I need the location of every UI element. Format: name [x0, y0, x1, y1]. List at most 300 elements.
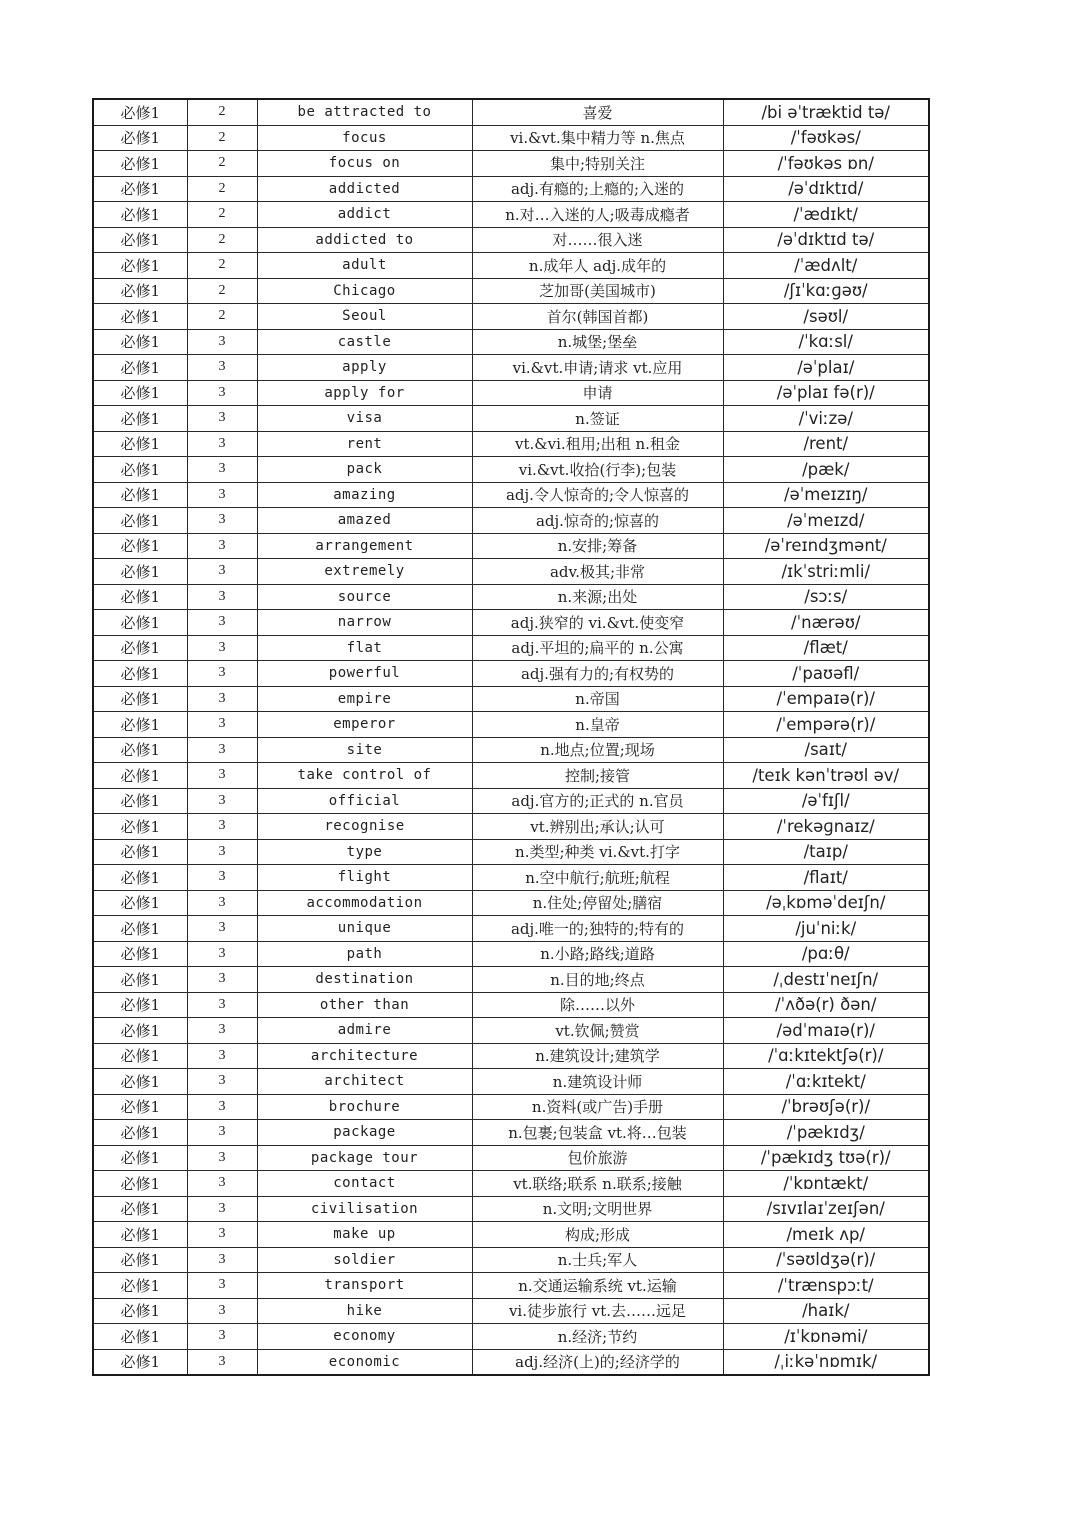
- unit-cell: 3: [187, 737, 257, 763]
- unit-cell: 3: [187, 457, 257, 483]
- table-row: [93, 482, 929, 508]
- word-cell: pack: [257, 457, 472, 483]
- book-cell: 必修1: [93, 992, 187, 1018]
- unit-cell: 3: [187, 508, 257, 534]
- phonetic-cell: /ɪˈkɒnəmi/: [723, 1324, 929, 1350]
- unit-cell: 3: [187, 763, 257, 789]
- unit-cell: 3: [187, 865, 257, 891]
- table-row: [93, 1349, 929, 1375]
- word-cell: narrow: [257, 610, 472, 636]
- unit-cell: 3: [187, 1094, 257, 1120]
- meaning-cell: 首尔(韩国首都): [472, 304, 723, 330]
- table-row: [93, 278, 929, 304]
- phonetic-cell: /səʊl/: [723, 304, 929, 330]
- book-cell: 必修1: [93, 865, 187, 891]
- word-cell: unique: [257, 916, 472, 942]
- word-cell: site: [257, 737, 472, 763]
- book-cell: 必修1: [93, 457, 187, 483]
- word-cell: brochure: [257, 1094, 472, 1120]
- book-cell: 必修1: [93, 1273, 187, 1299]
- phonetic-cell: /teɪk kənˈtrəʊl əv/: [723, 763, 929, 789]
- meaning-cell: n.空中航行;航班;航程: [472, 865, 723, 891]
- word-cell: package tour: [257, 1145, 472, 1171]
- meaning-cell: 控制;接管: [472, 763, 723, 789]
- phonetic-cell: /pæk/: [723, 457, 929, 483]
- table-row: [93, 1043, 929, 1069]
- unit-cell: 3: [187, 686, 257, 712]
- book-cell: 必修1: [93, 890, 187, 916]
- table-row: [93, 610, 929, 636]
- table-row: [93, 661, 929, 687]
- word-cell: apply: [257, 355, 472, 381]
- phonetic-cell: /ˈʌðə(r) ðən/: [723, 992, 929, 1018]
- table-row: [93, 1069, 929, 1095]
- phonetic-cell: /ˈempərə(r)/: [723, 712, 929, 738]
- book-cell: 必修1: [93, 329, 187, 355]
- meaning-cell: vt.&vi.租用;出租 n.租金: [472, 431, 723, 457]
- meaning-cell: n.士兵;军人: [472, 1247, 723, 1273]
- unit-cell: 3: [187, 788, 257, 814]
- phonetic-cell: /taɪp/: [723, 839, 929, 865]
- phonetic-cell: /ˈɑːkɪtekt/: [723, 1069, 929, 1095]
- unit-cell: 2: [187, 227, 257, 253]
- word-cell: transport: [257, 1273, 472, 1299]
- meaning-cell: n.建筑设计师: [472, 1069, 723, 1095]
- table-row: [93, 202, 929, 228]
- meaning-cell: n.对…入迷的人;吸毒成瘾者: [472, 202, 723, 228]
- unit-cell: 3: [187, 1069, 257, 1095]
- unit-cell: 3: [187, 380, 257, 406]
- table-row: [93, 329, 929, 355]
- phonetic-cell: /ˈviːzə/: [723, 406, 929, 432]
- phonetic-cell: /ˈɑːkɪtektʃə(r)/: [723, 1043, 929, 1069]
- book-cell: 必修1: [93, 839, 187, 865]
- unit-cell: 2: [187, 125, 257, 151]
- table-row: [93, 839, 929, 865]
- unit-cell: 3: [187, 355, 257, 381]
- unit-cell: 3: [187, 1349, 257, 1375]
- word-cell: path: [257, 941, 472, 967]
- table-row: [93, 431, 929, 457]
- table-row: [93, 737, 929, 763]
- word-cell: Chicago: [257, 278, 472, 304]
- table-row: [93, 253, 929, 279]
- phonetic-cell: /ˌdestɪˈneɪʃn/: [723, 967, 929, 993]
- word-cell: flat: [257, 635, 472, 661]
- word-cell: accommodation: [257, 890, 472, 916]
- meaning-cell: adj.惊奇的;惊喜的: [472, 508, 723, 534]
- unit-cell: 3: [187, 1222, 257, 1248]
- phonetic-cell: /ˈædʌlt/: [723, 253, 929, 279]
- book-cell: 必修1: [93, 559, 187, 585]
- book-cell: 必修1: [93, 712, 187, 738]
- phonetic-cell: /ɪkˈstriːmli/: [723, 559, 929, 585]
- phonetic-cell: /flæt/: [723, 635, 929, 661]
- phonetic-cell: /bi əˈtræktid tə/: [723, 99, 929, 125]
- word-cell: soldier: [257, 1247, 472, 1273]
- vocabulary-table-body: [93, 99, 929, 1375]
- word-cell: amazed: [257, 508, 472, 534]
- unit-cell: 3: [187, 992, 257, 1018]
- word-cell: flight: [257, 865, 472, 891]
- table-row: [93, 1247, 929, 1273]
- book-cell: 必修1: [93, 431, 187, 457]
- word-cell: recognise: [257, 814, 472, 840]
- table-row: [93, 406, 929, 432]
- word-cell: be attracted to: [257, 99, 472, 125]
- meaning-cell: adj.唯一的;独特的;特有的: [472, 916, 723, 942]
- unit-cell: 3: [187, 329, 257, 355]
- book-cell: 必修1: [93, 1196, 187, 1222]
- table-row: [93, 176, 929, 202]
- phonetic-cell: /juˈniːk/: [723, 916, 929, 942]
- phonetic-cell: /ˈempaɪə(r)/: [723, 686, 929, 712]
- word-cell: contact: [257, 1171, 472, 1197]
- table-row: [93, 1171, 929, 1197]
- book-cell: 必修1: [93, 814, 187, 840]
- phonetic-cell: /ədˈmaɪə(r)/: [723, 1018, 929, 1044]
- table-row: [93, 1273, 929, 1299]
- table-row: [93, 380, 929, 406]
- table-row: [93, 1298, 929, 1324]
- book-cell: 必修1: [93, 1222, 187, 1248]
- unit-cell: 3: [187, 1273, 257, 1299]
- unit-cell: 3: [187, 1298, 257, 1324]
- phonetic-cell: /əˈdɪktɪd/: [723, 176, 929, 202]
- meaning-cell: n.城堡;堡垒: [472, 329, 723, 355]
- table-row: [93, 1145, 929, 1171]
- table-row: [93, 99, 929, 125]
- table-row: [93, 584, 929, 610]
- book-cell: 必修1: [93, 380, 187, 406]
- table-row: [93, 763, 929, 789]
- word-cell: rent: [257, 431, 472, 457]
- meaning-cell: n.目的地;终点: [472, 967, 723, 993]
- phonetic-cell: /əˌkɒməˈdeɪʃn/: [723, 890, 929, 916]
- word-cell: admire: [257, 1018, 472, 1044]
- meaning-cell: n.资料(或广告)手册: [472, 1094, 723, 1120]
- phonetic-cell: /ˈpækɪdʒ/: [723, 1120, 929, 1146]
- phonetic-cell: /əˈfɪʃl/: [723, 788, 929, 814]
- book-cell: 必修1: [93, 304, 187, 330]
- book-cell: 必修1: [93, 1171, 187, 1197]
- table-row: [93, 533, 929, 559]
- book-cell: 必修1: [93, 406, 187, 432]
- meaning-cell: n.来源;出处: [472, 584, 723, 610]
- table-row: [93, 227, 929, 253]
- table-row: [93, 304, 929, 330]
- word-cell: extremely: [257, 559, 472, 585]
- word-cell: destination: [257, 967, 472, 993]
- unit-cell: 3: [187, 431, 257, 457]
- phonetic-cell: /əˈplaɪ fə(r)/: [723, 380, 929, 406]
- unit-cell: 3: [187, 814, 257, 840]
- word-cell: focus: [257, 125, 472, 151]
- unit-cell: 3: [187, 941, 257, 967]
- table-row: [93, 814, 929, 840]
- book-cell: 必修1: [93, 1120, 187, 1146]
- unit-cell: 3: [187, 916, 257, 942]
- book-cell: 必修1: [93, 1094, 187, 1120]
- word-cell: take control of: [257, 763, 472, 789]
- table-row: [93, 125, 929, 151]
- unit-cell: 2: [187, 202, 257, 228]
- book-cell: 必修1: [93, 533, 187, 559]
- word-cell: addicted: [257, 176, 472, 202]
- meaning-cell: adj.令人惊奇的;令人惊喜的: [472, 482, 723, 508]
- meaning-cell: vi.&vt.申请;请求 vt.应用: [472, 355, 723, 381]
- unit-cell: 3: [187, 661, 257, 687]
- vocabulary-table: [92, 98, 930, 1376]
- word-cell: hike: [257, 1298, 472, 1324]
- unit-cell: 3: [187, 1324, 257, 1350]
- book-cell: 必修1: [93, 355, 187, 381]
- unit-cell: 2: [187, 278, 257, 304]
- word-cell: civilisation: [257, 1196, 472, 1222]
- unit-cell: 3: [187, 559, 257, 585]
- book-cell: 必修1: [93, 1043, 187, 1069]
- phonetic-cell: /əˈmeɪzd/: [723, 508, 929, 534]
- unit-cell: 3: [187, 533, 257, 559]
- unit-cell: 3: [187, 1043, 257, 1069]
- word-cell: other than: [257, 992, 472, 1018]
- book-cell: 必修1: [93, 482, 187, 508]
- meaning-cell: n.住处;停留处;膳宿: [472, 890, 723, 916]
- meaning-cell: adj.经济(上)的;经济学的: [472, 1349, 723, 1375]
- unit-cell: 3: [187, 1171, 257, 1197]
- phonetic-cell: /ˈædɪkt/: [723, 202, 929, 228]
- unit-cell: 3: [187, 1145, 257, 1171]
- book-cell: 必修1: [93, 635, 187, 661]
- book-cell: 必修1: [93, 227, 187, 253]
- table-row: [93, 712, 929, 738]
- word-cell: adult: [257, 253, 472, 279]
- table-row: [93, 1094, 929, 1120]
- phonetic-cell: /flaɪt/: [723, 865, 929, 891]
- book-cell: 必修1: [93, 941, 187, 967]
- unit-cell: 3: [187, 1018, 257, 1044]
- unit-cell: 3: [187, 712, 257, 738]
- table-row: [93, 916, 929, 942]
- book-cell: 必修1: [93, 1349, 187, 1375]
- word-cell: architect: [257, 1069, 472, 1095]
- word-cell: source: [257, 584, 472, 610]
- phonetic-cell: /ʃɪˈkɑːɡəʊ/: [723, 278, 929, 304]
- phonetic-cell: /əˈdɪktɪd tə/: [723, 227, 929, 253]
- meaning-cell: 集中;特别关注: [472, 151, 723, 177]
- phonetic-cell: /ˈkɒntækt/: [723, 1171, 929, 1197]
- meaning-cell: 构成;形成: [472, 1222, 723, 1248]
- book-cell: 必修1: [93, 788, 187, 814]
- meaning-cell: vt.联络;联系 n.联系;接触: [472, 1171, 723, 1197]
- table-row: [93, 457, 929, 483]
- phonetic-cell: /saɪt/: [723, 737, 929, 763]
- book-cell: 必修1: [93, 151, 187, 177]
- word-cell: arrangement: [257, 533, 472, 559]
- word-cell: empire: [257, 686, 472, 712]
- meaning-cell: 芝加哥(美国城市): [472, 278, 723, 304]
- meaning-cell: vt.辨别出;承认;认可: [472, 814, 723, 840]
- meaning-cell: vi.&vt.收拾(行李);包装: [472, 457, 723, 483]
- unit-cell: 2: [187, 304, 257, 330]
- book-cell: 必修1: [93, 202, 187, 228]
- phonetic-cell: /ˈfəʊkəs ɒn/: [723, 151, 929, 177]
- meaning-cell: n.类型;种类 vi.&vt.打字: [472, 839, 723, 865]
- meaning-cell: vi.徒步旅行 vt.去……远足: [472, 1298, 723, 1324]
- table-row: [93, 686, 929, 712]
- meaning-cell: adj.狭窄的 vi.&vt.使变窄: [472, 610, 723, 636]
- unit-cell: 3: [187, 1196, 257, 1222]
- meaning-cell: n.交通运输系统 vt.运输: [472, 1273, 723, 1299]
- word-cell: economic: [257, 1349, 472, 1375]
- book-cell: 必修1: [93, 278, 187, 304]
- table-row: [93, 508, 929, 534]
- meaning-cell: n.文明;文明世界: [472, 1196, 723, 1222]
- unit-cell: 2: [187, 176, 257, 202]
- phonetic-cell: /ˈsəʊldʒə(r)/: [723, 1247, 929, 1273]
- meaning-cell: adj.强有力的;有权势的: [472, 661, 723, 687]
- meaning-cell: 包价旅游: [472, 1145, 723, 1171]
- meaning-cell: 申请: [472, 380, 723, 406]
- phonetic-cell: /sɔːs/: [723, 584, 929, 610]
- meaning-cell: n.建筑设计;建筑学: [472, 1043, 723, 1069]
- meaning-cell: n.包裹;包装盒 vt.将…包装: [472, 1120, 723, 1146]
- unit-cell: 3: [187, 635, 257, 661]
- phonetic-cell: /ˈbrəʊʃə(r)/: [723, 1094, 929, 1120]
- unit-cell: 3: [187, 610, 257, 636]
- meaning-cell: n.成年人 adj.成年的: [472, 253, 723, 279]
- table-row: [93, 1324, 929, 1350]
- book-cell: 必修1: [93, 99, 187, 125]
- table-row: [93, 941, 929, 967]
- meaning-cell: adj.平坦的;扁平的 n.公寓: [472, 635, 723, 661]
- meaning-cell: 喜爱: [472, 99, 723, 125]
- word-cell: focus on: [257, 151, 472, 177]
- phonetic-cell: /əˈmeɪzɪŋ/: [723, 482, 929, 508]
- unit-cell: 3: [187, 967, 257, 993]
- word-cell: apply for: [257, 380, 472, 406]
- table-row: [93, 992, 929, 1018]
- meaning-cell: n.经济;节约: [472, 1324, 723, 1350]
- table-row: [93, 788, 929, 814]
- book-cell: 必修1: [93, 584, 187, 610]
- book-cell: 必修1: [93, 125, 187, 151]
- meaning-cell: n.皇帝: [472, 712, 723, 738]
- phonetic-cell: /sɪvɪlaɪˈzeɪʃən/: [723, 1196, 929, 1222]
- word-cell: architecture: [257, 1043, 472, 1069]
- table-row: [93, 355, 929, 381]
- unit-cell: 3: [187, 890, 257, 916]
- phonetic-cell: /meɪk ʌp/: [723, 1222, 929, 1248]
- book-cell: 必修1: [93, 1247, 187, 1273]
- phonetic-cell: /ˈkɑːsl/: [723, 329, 929, 355]
- unit-cell: 3: [187, 584, 257, 610]
- unit-cell: 3: [187, 1247, 257, 1273]
- phonetic-cell: /pɑːθ/: [723, 941, 929, 967]
- book-cell: 必修1: [93, 737, 187, 763]
- word-cell: economy: [257, 1324, 472, 1350]
- word-cell: make up: [257, 1222, 472, 1248]
- phonetic-cell: /ˈfəʊkəs/: [723, 125, 929, 151]
- table-row: [93, 1018, 929, 1044]
- table-row: [93, 1196, 929, 1222]
- word-cell: Seoul: [257, 304, 472, 330]
- phonetic-cell: /ˈpækɪdʒ tʊə(r)/: [723, 1145, 929, 1171]
- table-row: [93, 1222, 929, 1248]
- meaning-cell: adj.有瘾的;上瘾的;入迷的: [472, 176, 723, 202]
- book-cell: 必修1: [93, 610, 187, 636]
- table-row: [93, 967, 929, 993]
- phonetic-cell: /ˈnærəʊ/: [723, 610, 929, 636]
- word-cell: emperor: [257, 712, 472, 738]
- unit-cell: 2: [187, 253, 257, 279]
- word-cell: type: [257, 839, 472, 865]
- phonetic-cell: /əˈreɪndʒmənt/: [723, 533, 929, 559]
- unit-cell: 3: [187, 1120, 257, 1146]
- unit-cell: 2: [187, 99, 257, 125]
- book-cell: 必修1: [93, 1018, 187, 1044]
- unit-cell: 3: [187, 406, 257, 432]
- meaning-cell: 除……以外: [472, 992, 723, 1018]
- table-row: [93, 635, 929, 661]
- table-row: [93, 865, 929, 891]
- table-row: [93, 890, 929, 916]
- meaning-cell: adv.极其;非常: [472, 559, 723, 585]
- phonetic-cell: /ˈrekəɡnaɪz/: [723, 814, 929, 840]
- book-cell: 必修1: [93, 661, 187, 687]
- phonetic-cell: /ˈtrænspɔːt/: [723, 1273, 929, 1299]
- table-row: [93, 151, 929, 177]
- unit-cell: 3: [187, 482, 257, 508]
- unit-cell: 2: [187, 151, 257, 177]
- word-cell: powerful: [257, 661, 472, 687]
- book-cell: 必修1: [93, 1069, 187, 1095]
- book-cell: 必修1: [93, 1298, 187, 1324]
- meaning-cell: n.小路;路线;道路: [472, 941, 723, 967]
- book-cell: 必修1: [93, 916, 187, 942]
- word-cell: addict: [257, 202, 472, 228]
- word-cell: addicted to: [257, 227, 472, 253]
- word-cell: amazing: [257, 482, 472, 508]
- meaning-cell: 对……很入迷: [472, 227, 723, 253]
- word-cell: official: [257, 788, 472, 814]
- meaning-cell: n.帝国: [472, 686, 723, 712]
- book-cell: 必修1: [93, 967, 187, 993]
- book-cell: 必修1: [93, 1145, 187, 1171]
- meaning-cell: n.安排;筹备: [472, 533, 723, 559]
- meaning-cell: vi.&vt.集中精力等 n.焦点: [472, 125, 723, 151]
- phonetic-cell: /ˈpaʊəfl/: [723, 661, 929, 687]
- meaning-cell: n.地点;位置;现场: [472, 737, 723, 763]
- word-cell: castle: [257, 329, 472, 355]
- unit-cell: 3: [187, 839, 257, 865]
- book-cell: 必修1: [93, 763, 187, 789]
- book-cell: 必修1: [93, 176, 187, 202]
- table-row: [93, 1120, 929, 1146]
- book-cell: 必修1: [93, 253, 187, 279]
- word-cell: package: [257, 1120, 472, 1146]
- book-cell: 必修1: [93, 508, 187, 534]
- table-row: [93, 559, 929, 585]
- meaning-cell: n.签证: [472, 406, 723, 432]
- phonetic-cell: /ˌiːkəˈnɒmɪk/: [723, 1349, 929, 1375]
- book-cell: 必修1: [93, 686, 187, 712]
- word-cell: visa: [257, 406, 472, 432]
- phonetic-cell: /haɪk/: [723, 1298, 929, 1324]
- phonetic-cell: /rent/: [723, 431, 929, 457]
- meaning-cell: vt.钦佩;赞赏: [472, 1018, 723, 1044]
- phonetic-cell: /əˈplaɪ/: [723, 355, 929, 381]
